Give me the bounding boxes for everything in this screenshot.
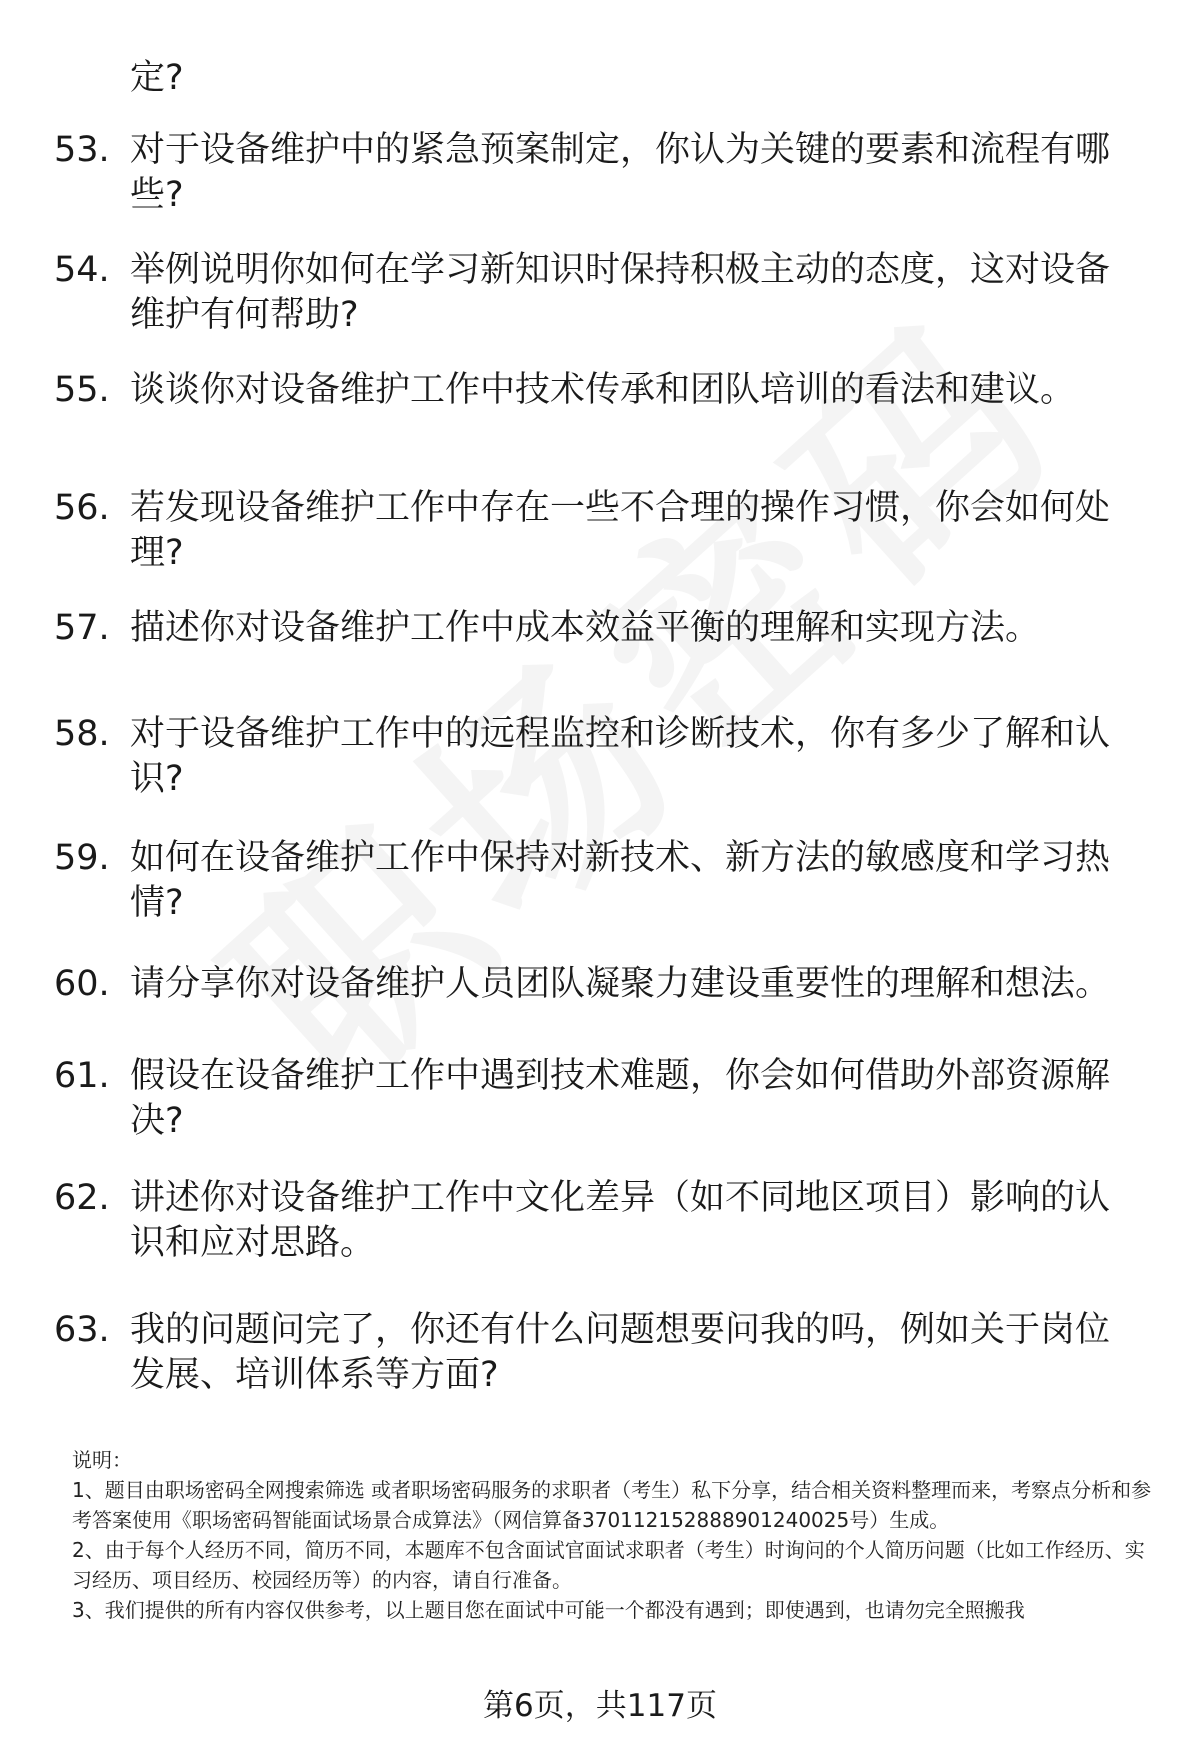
question-number: 55.: [54, 370, 110, 410]
notes-heading: 说明：: [72, 1448, 132, 1472]
question-text: 如何在设备维护工作中保持对新技术、新方法的敏感度和学习热情?: [130, 838, 1111, 923]
note-item: 1、题目由职场密码全网搜索筛选 或者职场密码服务的求职者（考生）私下分享，结合相关资料整理而来，考察点分析和参考答案使用《职场密码智能面试场景合成算法》（网信算备370112152888901240025号）生成。: [72, 1478, 1152, 1532]
question-number: 56.: [54, 488, 110, 528]
question-text: 假设在设备维护工作中遇到技术难题，你会如何借助外部资源解决?: [130, 1056, 1111, 1141]
notes-section: [72, 1445, 1157, 1625]
question-text: 对于设备维护工作中的远程监控和诊断技术，你有多少了解和认识?: [130, 714, 1111, 799]
page-number: 第6页，共117页: [483, 1688, 717, 1724]
question-text: 举例说明你如何在学习新知识时保持积极主动的态度，这对设备维护有何帮助?: [130, 250, 1111, 335]
question-number: 57.: [54, 608, 110, 648]
question-text: 我的问题问完了，你还有什么问题想要问我的吗，例如关于岗位发展、培训体系等方面?: [130, 1310, 1111, 1395]
question-number: 63.: [54, 1310, 110, 1350]
question-number: 58.: [54, 714, 110, 754]
note-item: 2、由于每个人经历不同，简历不同，本题库不包含面试官面试求职者（考生）时询问的个人简历问题（比如工作经历、实习经历、项目经历、校园经历等）的内容，请自行准备。: [72, 1538, 1145, 1592]
question-number: 62.: [54, 1178, 110, 1218]
question-text: 若发现设备维护工作中存在一些不合理的操作习惯，你会如何处理?: [130, 488, 1111, 573]
question-text: 描述你对设备维护工作中成本效益平衡的理解和实现方法。: [130, 608, 1041, 648]
question-number: 54.: [54, 250, 110, 290]
question-text: 请分享你对设备维护人员团队凝聚力建设重要性的理解和想法。: [130, 964, 1111, 1004]
question-text: 谈谈你对设备维护工作中技术传承和团队培训的看法和建议。: [130, 370, 1076, 410]
question-text: 对于设备维护中的紧急预案制定，你认为关键的要素和流程有哪些?: [130, 130, 1111, 215]
question-number: 59.: [54, 838, 110, 878]
question-number: 53.: [54, 130, 110, 170]
note-item: 3、我们提供的所有内容仅供参考，以上题目您在面试中可能一个都没有遇到；即使遇到，也请勿完全照搬我: [72, 1598, 1025, 1622]
question-number: 60.: [54, 964, 110, 1004]
question-continuation: 定?: [130, 58, 184, 98]
question-number: 61.: [54, 1056, 110, 1096]
question-text: 讲述你对设备维护工作中文化差异（如不同地区项目）影响的认识和应对思路。: [130, 1178, 1111, 1263]
